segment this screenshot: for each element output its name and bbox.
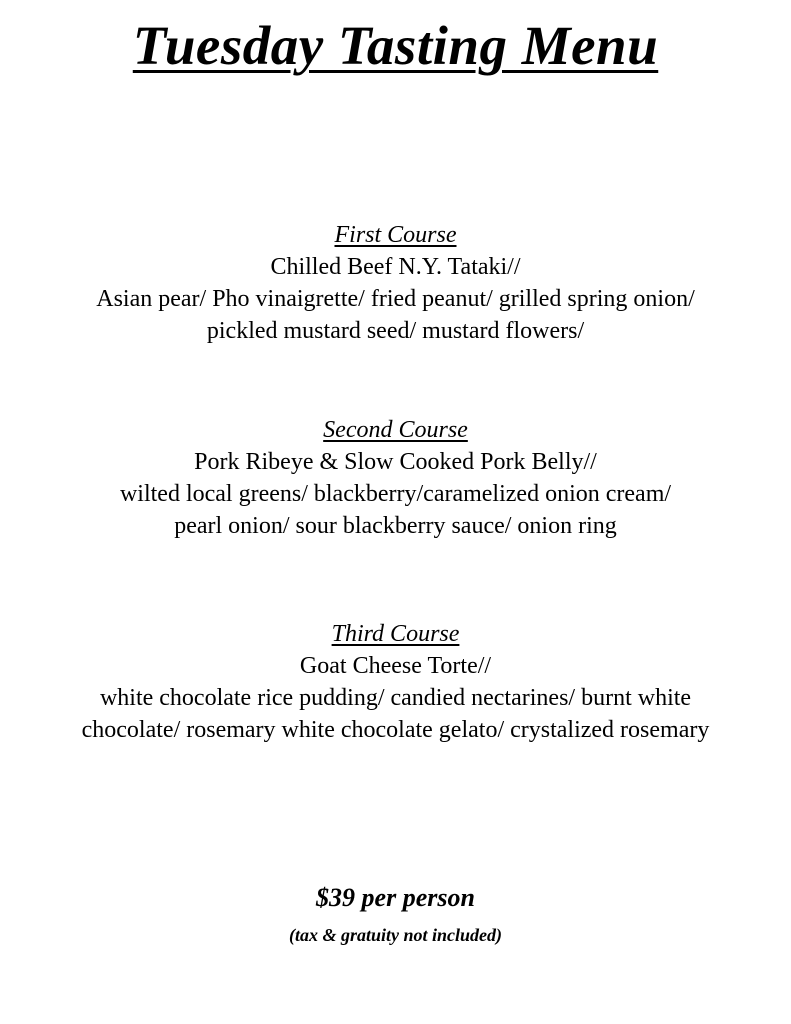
course-heading: Third Course [331,621,460,647]
course-heading: First Course [334,222,457,248]
course-description-line: pickled mustard seed/ mustard flowers/ [206,318,585,344]
course-dish: Pork Ribeye & Slow Cooked Pork Belly// [194,449,597,475]
course-dish: Chilled Beef N.Y. Tataki// [270,254,521,280]
course-description-line: white chocolate rice pudding/ candied nectarines/ burnt white [99,685,692,711]
course-description-line: wilted local greens/ blackberry/caramelized onion cream/ [119,481,672,507]
course-heading: Second Course [323,417,468,443]
menu-price: $39 per person [316,883,475,912]
second-course-section [0,414,791,542]
price-note: (tax & gratuity not included) [288,925,502,945]
third-course-section [0,618,791,746]
course-description-line: chocolate/ rosemary white chocolate gelato/ crystalized rosemary [81,717,710,743]
course-description-line: Asian pear/ Pho vinaigrette/ fried peanut/ grilled spring onion/ [96,286,695,312]
course-dish: Goat Cheese Torte// [299,653,492,679]
menu-title: Tuesday Tasting Menu [132,15,659,76]
course-description-line: pearl onion/ sour blackberry sauce/ onion ring [174,513,617,539]
first-course-section [0,219,791,347]
